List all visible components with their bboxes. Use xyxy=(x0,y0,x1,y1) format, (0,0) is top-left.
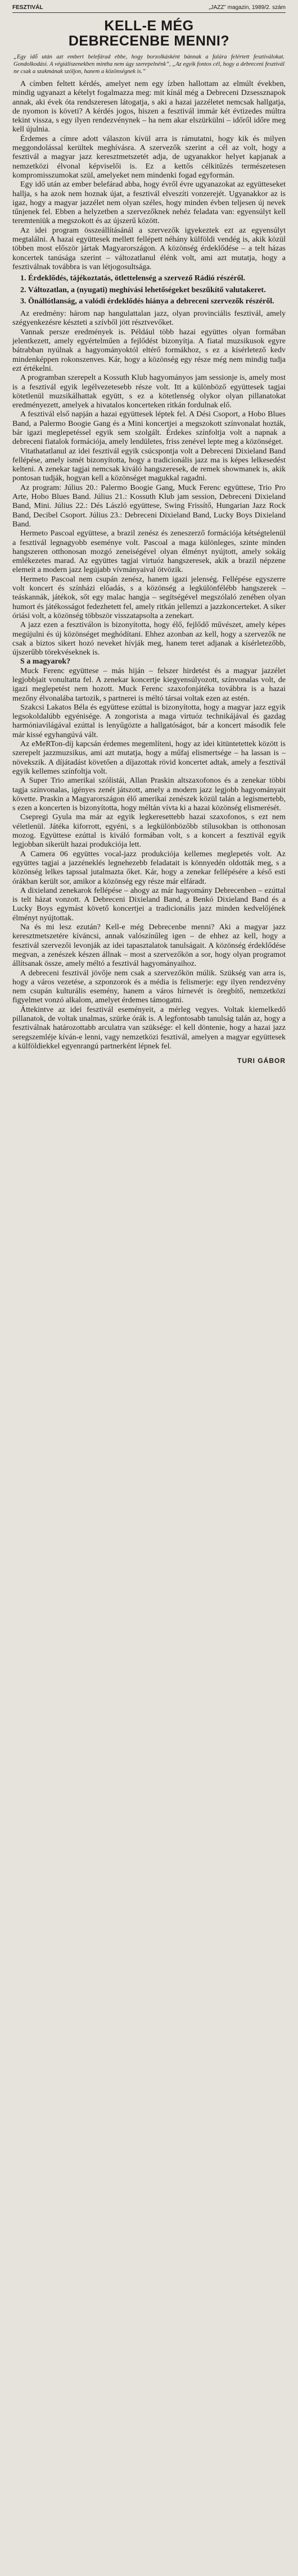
paragraph: Muck Ferenc együttese – más hiján – felszer hirdetést és a magyar jazzélet legjobbjait vonultatta fel. A zenekar koncertje kiegyensúlyozott, színvonalas volt, de igazi meglepetést nem hozott. Muck Ferenc szaxofonjátéka továbbra is a hazai mezőny élvonalába tartozik, s partnerei is méltó társai voltak ezen az estén. xyxy=(12,666,286,703)
paragraph: 2. Változatlan, a (nyugati) meghívási lehetőségeket beszűkítő valutakeret. xyxy=(20,285,266,294)
paragraph: Érdemes a címre adott válaszon kívül arra is rámutatni, hogy kik és milyen meggondolással kerültek meghívásra. A szervezők szerint a cél az volt, hogy a fesztivál a magyar jazz keresztmetszetét adja, de ugyanakkor helyet kapjanak a nemzetközi élvonal képviselői is. Ez a kettős célkitűzés természetesen kompromisszumokat szül, amelyeket nem mindenki fogad egyformán. xyxy=(12,134,286,180)
paragraph: 1. Érdeklődés, tájékoztatás, ötlettelenség a szervező Rádió részéről. xyxy=(20,274,246,283)
paragraph: Na és mi lesz ezután? Kell-e még Debrecenbe menni? Aki a magyar jazz keresztmetszetére kíváncsi, annak valószínűleg igen – de ehhez az kell, hogy a fesztivál szervezői levonják az idei tapasztalatok tanulságait. A közönség érdeklődése megvan, a zenészek készen állnak – most a szervezőkön a sor, hogy olyan programot állítsanak össze, amely méltó a fesztivál hagyományaihoz. xyxy=(12,923,286,969)
paragraph: A dixieland zenekarok fellépése – ahogy az már hagyomány Debrecenben – ezúttal is telt házat vonzott. A Debreceni Dixieland Band, a Benkó Dixieland Band és a Lucky Boys egymást követő koncertjei a tradicionális jazz minden kedvelőjének élményt nyújtottak. xyxy=(12,886,286,923)
subheading: S a magyarok? xyxy=(20,657,71,666)
paragraph: Vitathatatlanul az idei fesztivál egyik csúcspontja volt a Debreceni Dixieland Band fellépése, amely ismét bizonyította, hogy a tradicionális jazz ma is képes lelkesedést kelteni. A zenekar tagjai nemcsak kiváló hangszeresek, de remek showmanek is, akik pontosan tudják, hogyan kell a közönséget magukkal ragadni. xyxy=(12,447,286,483)
section-label: FESZTIVÁL xyxy=(12,4,43,11)
paragraph: A programban szerepelt a Kossuth Klub hagyományos jam sessionje is, amely most is a fesztivál egyik legélvezetesebb része volt. Itt a különböző együttesek tagjai kötetlenül muzsikálhattak együtt, s ez a kötetlenség olykor olyan pillanatokat eredményezett, amelyek a hivatalos koncerteken ritkán fordulnak elő. xyxy=(12,374,286,410)
article-body xyxy=(12,80,286,1051)
paragraph: A címben feltett kérdés, amelyet nem egy ízben hallottam az elmúlt években, mindig ugyanazt a kételyt fogalmazza meg: mit kínál még a Debreceni Dzsessznapok annak, aki évek óta rendszeresen látogatja, s aki a hazai jazzéletet nemcsak hallgatja, de nyomon is követi? A kérdés jogos, hiszen a fesztivál immár két évtizedes múltra tekint vissza, s egy ilyen rendezvénynek – ha nem akar elszürkülni – időről időre meg kell újulnia. xyxy=(12,80,286,134)
paragraph: A jazz ezen a fesztiválon is bizonyította, hogy élő, fejlődő művészet, amely képes megújulni és új közönséget meghódítani. Ehhez azonban az kell, hogy a szervezők ne csak a biztos sikert hozó neveket hívják meg, hanem teret adjanak a kísérletezőbb, újszerűbb törekvéseknek is. xyxy=(12,621,286,657)
paragraph: Az idei program összeállításánál a szervezők igyekeztek ezt az egyensúlyt megtalálni. A hazai együttesek mellett fellépett néhány külföldi vendég is, akik közül többen most először jártak Magyarországon. A közönség érdeklődése – a telt házas koncertek tanúsága szerint – változatlanul élénk volt, ami azt mutatja, hogy a fesztiválnak továbbra is van létjogosultsága. xyxy=(12,226,286,271)
paragraph: Szakcsi Lakatos Béla és együttese ezúttal is bizonyította, hogy a magyar jazz egyik legsokoldalúbb egyénisége. A zongorista a maga virtuóz technikájával és gazdag harmóniavilágával ezúttal is lenyűgözte a hallgatóságot, bár a koncert második fele már kissé egyhangúvá vált. xyxy=(12,703,286,739)
article-lead: „Egy idő után azt embert belefárad ebbe, hogy borzolkásként bánnak a falára felértett fesztiválokat. Gondolkodási. A végiáliszenekben mintha nem úgy szerepelnénk”, „Az egyik fontos cél, hogy a debreceni fesztivál ne csak a szakmának szóljon, hanem a közönségnek is.” xyxy=(13,54,285,75)
paragraph: Az program: Július 20.: Palermo Boogie Gang, Muck Ferenc együttese, Trio Pro Arte, Hobo Blues Band. Július 21.: Kossuth Klub jam session, Debreceni Dixieland Band, Mini. Július 22.: Dés László együttese, Swing Frissítő, Hungarian Jazz Rock Band, Decibel Csoport. Július 23.: Debreceni Dixieland Band, Lucky Boys Dixieland Band. xyxy=(12,483,286,529)
paragraph: Hermeto Pascoal nem csupán zenész, hanem igazi jelenség. Fellépése egyszerre volt koncert és színházi előadás, s a közönség a legkülönfélébb hangszerek – teáskannák, játékok, sőt egy malac hangja – segítségével megszólaló zenében olyan humort és játékosságot fedezhetett fel, amely ritkán jellemzi a jazzkoncerteket. A siker óriási volt, a közönség többször visszatapsolta a zenekart. xyxy=(12,575,286,620)
article-title-line-2: DEBRECENBE MENNI? xyxy=(68,33,230,49)
paragraph: A Super Trio amerikai szólistái, Allan Praskin altszaxofonos és a zenekar többi tagja színvonalas, igényes zenét játszott, amely a modern jazz legjobb hagyományait követte. Praskin a Magyarországon élő amerikai zenészek közül talán a legismertebb, s ezen a koncerten is bizonyította, hogy méltán vívta ki a hazai közönség elismerését. xyxy=(12,776,286,813)
paragraph: Az eredmény: három nap hangulattalan jazz, olyan provinciális fesztivál, amely szégyenkezésre készteti a szívből jött résztvevőket. xyxy=(12,310,286,328)
paragraph: A fesztivál első napján a hazai együttesek léptek fel. A Dési Csoport, a Hobo Blues Band, a Palermo Boogie Gang és a Mini koncertjei a megszokott színvonalat hozták, bár igazi meglepetéssel egyik sem szolgált. Érdekes színfoltja volt a napnak a debreceni fiatalok formációja, amely lendületes, friss zenével lepte meg a közönséget. xyxy=(12,410,286,447)
issue-label: „JAZZ” magazin, 1989/2. szám xyxy=(209,4,286,11)
article-title-line-1: KELL-E MÉG xyxy=(104,18,194,34)
paragraph: 3. Önállótlanság, a valódi érdeklődés hiánya a debreceni szervezők részéről. xyxy=(20,297,274,306)
paragraph: Egy idő után az ember belefárad abba, hogy évről évre ugyanazokat az együtteseket hallja, s ha azok nem hoznak újat, a fesztivál elveszíti vonzerejét. Ugyanakkor az is igaz, hogy a magyar jazzélet nem olyan széles, hogy minden évben teljesen új nevek tűnjenek fel. Ebben a helyzetben a szervezőknek nehéz feladata van: egyensúlyt kell teremteniük a megszokott és az újszerű között. xyxy=(12,180,286,226)
paragraph: Áttekintve az idei fesztivál eseményeit, a mérleg vegyes. Voltak kiemelkedő pillanatok, de voltak unalmas, szürke órák is. A legfontosabb tanulság talán az, hogy a fesztiválnak határozottabb arculatra van szüksége: el kell döntenie, hogy a hazai jazz seregszemléje kíván-e lenni, vagy nemzetközi fesztivál, amelyen a magyar együttesek a külföldiekkel egyenrangú partnerként lépnek fel. xyxy=(12,1005,286,1051)
paragraph: A debreceni fesztivál jövője nem csak a szervezőkön múlik. Szükség van arra is, hogy a város vezetése, a szponzorok és a média is felismerje: egy ilyen rendezvény nem csupán kulturális esemény, hanem a város hírnevét is öregbítő, nemzetközi figyelmet vonzó alkalom, amelyet érdemes támogatni. xyxy=(12,969,286,1005)
paragraph: Hermeto Pascoal együttese, a brazil zenész és zeneszerző formációja kétségtelenül a fesztivál legnagyobb eseménye volt. Pascoal a maga különleges, szinte minden hangszeren otthonosan mozgó zeneiségével olyan élményt nyújtott, amely sokáig emlékezetes marad. Az együttes tagjai virtuóz hangszeresek, akik a brazil népzene elemeit a modern jazz legújabb vívmányaival ötvözik. xyxy=(12,529,286,575)
author-signature: TURI GÁBOR xyxy=(237,1057,286,1065)
page-header xyxy=(12,4,286,13)
article-title xyxy=(12,19,286,49)
paragraph: Csepregi Gyula ma már az egyik legkeresettebb hazai szaxofonos, s ezt nem véletlenül. Játéka kiforrott, egyéni, s a legkülönbözőbb stílusokban is otthonosan mozog. Együttese ezúttal is kiváló formában volt, s a koncert a fesztivál egyik legjobban sikerült hazai produkciója lett. xyxy=(12,813,286,849)
paragraph: Vannak persze eredmények is. Például több hazai együttes olyan formában jelentkezett, amely egyértelműen a fejlődést bizonyítja. A fiatal muzsikusok egyre bátrabban nyúlnak a hagyományoktól eltérő formákhoz, s ez a kísérletező kedv mindenképpen rokonszenves. Kár, hogy a közönség egy része még nem mindig tudja ezt értékelni. xyxy=(12,328,286,373)
paragraph: A Camera 06 együttes vocal-jazz produkciója kellemes meglepetés volt. Az együttes tagjai a jazzéneklés legnehezebb feladatait is könnyedén oldották meg, s a közönség lelkes tapssal jutalmazta őket. Kár, hogy a zenekar fellépésére a késő esti órákban került sor, amikor a közönség egy része már elfáradt. xyxy=(12,849,286,886)
paragraph: Az eMeRTon-díj kapcsán érdemes megemlíteni, hogy az idei kitüntetettek között is szerepelt jazzmuzsikus, ami azt mutatja, hogy a műfaj elismertsége – ha lassan is – növekszik. A díjátadást követően a díjazottak rövid koncertet adtak, amely a fesztivál egyik kellemes színfoltja volt. xyxy=(12,740,286,776)
